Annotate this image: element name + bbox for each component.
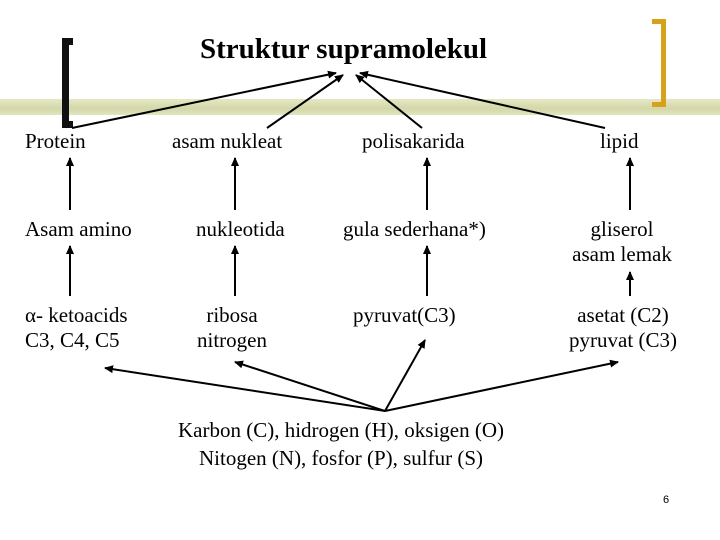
node-asam-amino: Asam amino [25,217,132,241]
node-elements: Karbon (C), hidrogen (H), oksigen (O) Nitogen (N), fosfor (P), sulfur (S) [178,418,505,470]
node-gula-sederhana: gula sederhana*) [343,217,486,241]
node-asam-nukleat: asam nukleat [172,129,283,153]
node-lipid: lipid [600,129,639,153]
slide-title: Struktur supramolekul [200,33,488,65]
node-pyruvat: pyruvat(C3) [353,303,456,327]
arrow-asam-nukleat-to-title [267,75,343,128]
node-polisakarida: polisakarida [362,129,465,153]
node-asetat-pyruvat: asetat (C2) pyruvat (C3) [569,303,677,352]
arrow-protein-to-title [72,73,336,128]
node-gliserol-asam-lemak: gliserol asam lemak [572,217,672,266]
arrow-polisakarida-to-title [356,75,422,128]
page-number: 6 [663,494,670,506]
node-nukleotida: nukleotida [196,217,285,241]
arrow-elements-to-pyruvat [385,340,425,411]
arrow-elements-to-ketoacids [105,368,385,411]
arrow-elements-to-asetat [385,362,618,411]
arrow-lipid-to-title [360,73,605,128]
node-alpha-ketoacids: α- ketoacids C3, C4, C5 [25,303,128,352]
arrow-elements-to-ribosa [235,362,385,411]
node-protein: Protein [25,129,86,153]
node-ribosa-nitrogen: ribosa nitrogen [197,303,267,352]
